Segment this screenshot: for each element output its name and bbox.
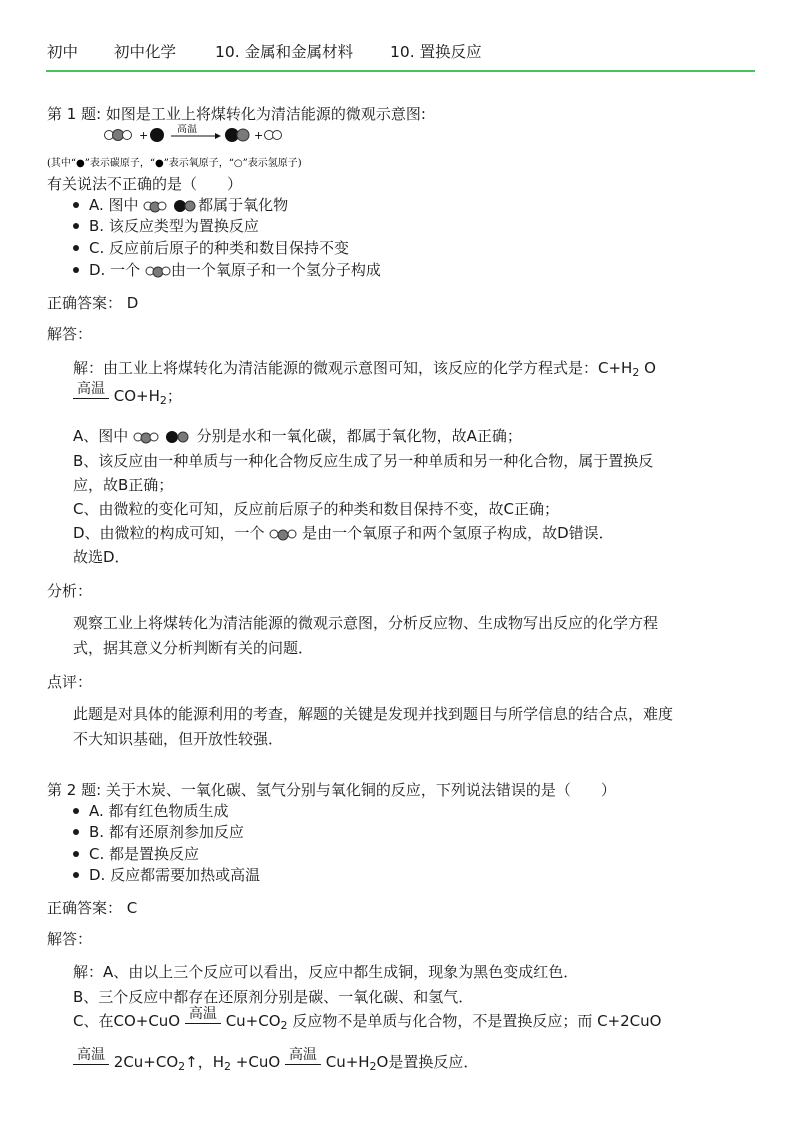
carbon-monoxide-molecule-icon xyxy=(172,199,198,213)
water-molecule-icon xyxy=(145,264,171,278)
reaction-condition-high-temp: 高温 xyxy=(73,1048,109,1077)
carbon-atom-icon xyxy=(150,128,164,142)
water-molecule-icon xyxy=(133,430,159,444)
breadcrumb-topic[interactable]: 10. 置换反应 xyxy=(390,43,482,61)
bullet-icon xyxy=(73,808,79,814)
q2-option-b[interactable]: B. 都有还原剂参加反应 xyxy=(73,822,244,842)
q1-analysis-line1: 观察工业上将煤转化为清洁能源的微观示意图，分析反应物、生成物写出反应的化学方程 xyxy=(73,614,659,632)
bullet-icon xyxy=(73,851,79,857)
water-molecule-icon xyxy=(143,199,167,213)
svg-text:+: + xyxy=(139,129,149,142)
q1-comment-line1: 此题是对具体的能源利用的考查，解题的关键是发现并找到题目与所学信息的结合点，难度 xyxy=(73,705,674,723)
q2-option-d[interactable]: D. 反应都需要加热或高温 xyxy=(73,865,260,885)
carbon-monoxide-molecule-icon xyxy=(225,128,249,142)
bullet-icon xyxy=(73,267,79,273)
q1-comment-label: 点评： xyxy=(47,673,93,691)
breadcrumb-level-stage[interactable]: 初中 xyxy=(47,43,79,61)
q1-solution-b1: B、该反应由一种单质与一种化合物反应生成了另一种单质和另一种化合物，属于置换反 xyxy=(73,452,654,470)
bullet-icon xyxy=(73,872,79,878)
q1-solution-conclusion: 故选D． xyxy=(73,548,130,566)
water-molecule-icon xyxy=(105,130,132,141)
q1-answer-value: D xyxy=(126,294,139,312)
q2-solution-line4: 高温 $2Cu+CO_2↑$，$H_2 +CuO$ 高温 $Cu+H_2O$是置换反应． xyxy=(73,1048,478,1079)
q1-solution-label: 解答： xyxy=(47,325,93,343)
q1-comment-line2: 不大知识基础，但开放性较强． xyxy=(73,730,284,748)
bullet-icon xyxy=(73,245,79,251)
q1-solution-line1: 解：由工业上将煤转化为清洁能源的微观示意图可知，该反应的化学方程式是：$C+H_2$ O xyxy=(73,359,656,379)
q2-option-c[interactable]: C. 都是置换反应 xyxy=(73,844,199,864)
bullet-icon xyxy=(73,829,79,835)
q1-option-b[interactable]: B. 该反应类型为置换反应 xyxy=(73,216,259,236)
q2-title: 第 2 题: 关于木炭、一氧化碳、氢气分别与氧化铜的反应，下列说法错误的是（ ） xyxy=(47,781,616,799)
reaction-diagram-svg xyxy=(47,124,357,172)
q1-solution-b2: 应，故B正确； xyxy=(73,476,174,494)
q1-title: 第 1 题: 如图是工业上将煤转化为清洁能源的微观示意图: xyxy=(47,105,426,123)
diagram-condition: 高温 xyxy=(177,124,197,135)
q1-solution-line2: 高温 $CO+H_2$； xyxy=(73,382,182,413)
q1-option-a[interactable]: A. 图中 都属于氧化物 xyxy=(73,195,288,215)
reaction-condition-high-temp: 高温 xyxy=(285,1048,321,1077)
breadcrumb-subject[interactable]: 初中化学 xyxy=(114,43,177,61)
bullet-icon xyxy=(73,223,79,229)
q1-answer: 正确答案： D xyxy=(47,294,139,312)
hydrogen-molecule-icon xyxy=(265,131,282,140)
q1-option-d[interactable]: D. 一个 由一个氧原子和一个氢分子构成 xyxy=(73,260,381,280)
carbon-monoxide-molecule-icon xyxy=(164,430,192,444)
reaction-condition-high-temp: 高温 xyxy=(185,1007,221,1036)
q2-solution-line3: C、在CO+CuO 高温 $Cu+CO_2$ 反应物不是单质与化合物，不是置换反应；而 C+2CuO xyxy=(73,1007,661,1038)
water-molecule-icon xyxy=(269,527,297,541)
q1-stem: 有关说法不正确的是（ ） xyxy=(47,175,243,193)
q1-analysis-line2: 式，据其意义分析判断有关的问题． xyxy=(73,639,314,657)
q2-answer: 正确答案： C xyxy=(47,899,138,917)
bullet-icon xyxy=(73,202,79,208)
q2-answer-value: C xyxy=(126,899,138,917)
q1-option-c[interactable]: C. 反应前后原子的种类和数目保持不变 xyxy=(73,238,349,258)
q2-option-a[interactable]: A. 都有红色物质生成 xyxy=(73,801,229,821)
q1-reaction-diagram xyxy=(47,124,357,172)
q1-solution-d: D、由微粒的构成可知，一个 是由一个氧原子和两个氢原子构成，故D错误． xyxy=(73,524,614,542)
q2-solution-line1: 解：A、由以上三个反应可以看出，反应中都生成铜，现象为黑色变成红色． xyxy=(73,963,579,981)
q2-solution-label: 解答： xyxy=(47,930,93,948)
breadcrumb-chapter[interactable]: 10. 金属和金属材料 xyxy=(215,43,354,61)
svg-text:+: + xyxy=(254,129,264,142)
header-divider xyxy=(46,70,755,72)
q1-solution-c: C、由微粒的变化可知，反应前后原子的种类和数目保持不变，故C正确； xyxy=(73,500,559,518)
diagram-caption: (其中“●”表示碳原子，“●”表示氧原子，“○”表示氢原子) xyxy=(47,158,302,169)
reaction-condition-high-temp: 高温 xyxy=(73,382,109,411)
q1-analysis-label: 分析： xyxy=(47,582,93,600)
q1-solution-a: A、图中 分别是水和一氧化碳，都属于氧化物，故A正确； xyxy=(73,427,522,445)
q2-solution-line2: B、三个反应中都存在还原剂分别是碳、一氧化碳、和氢气． xyxy=(73,988,474,1006)
